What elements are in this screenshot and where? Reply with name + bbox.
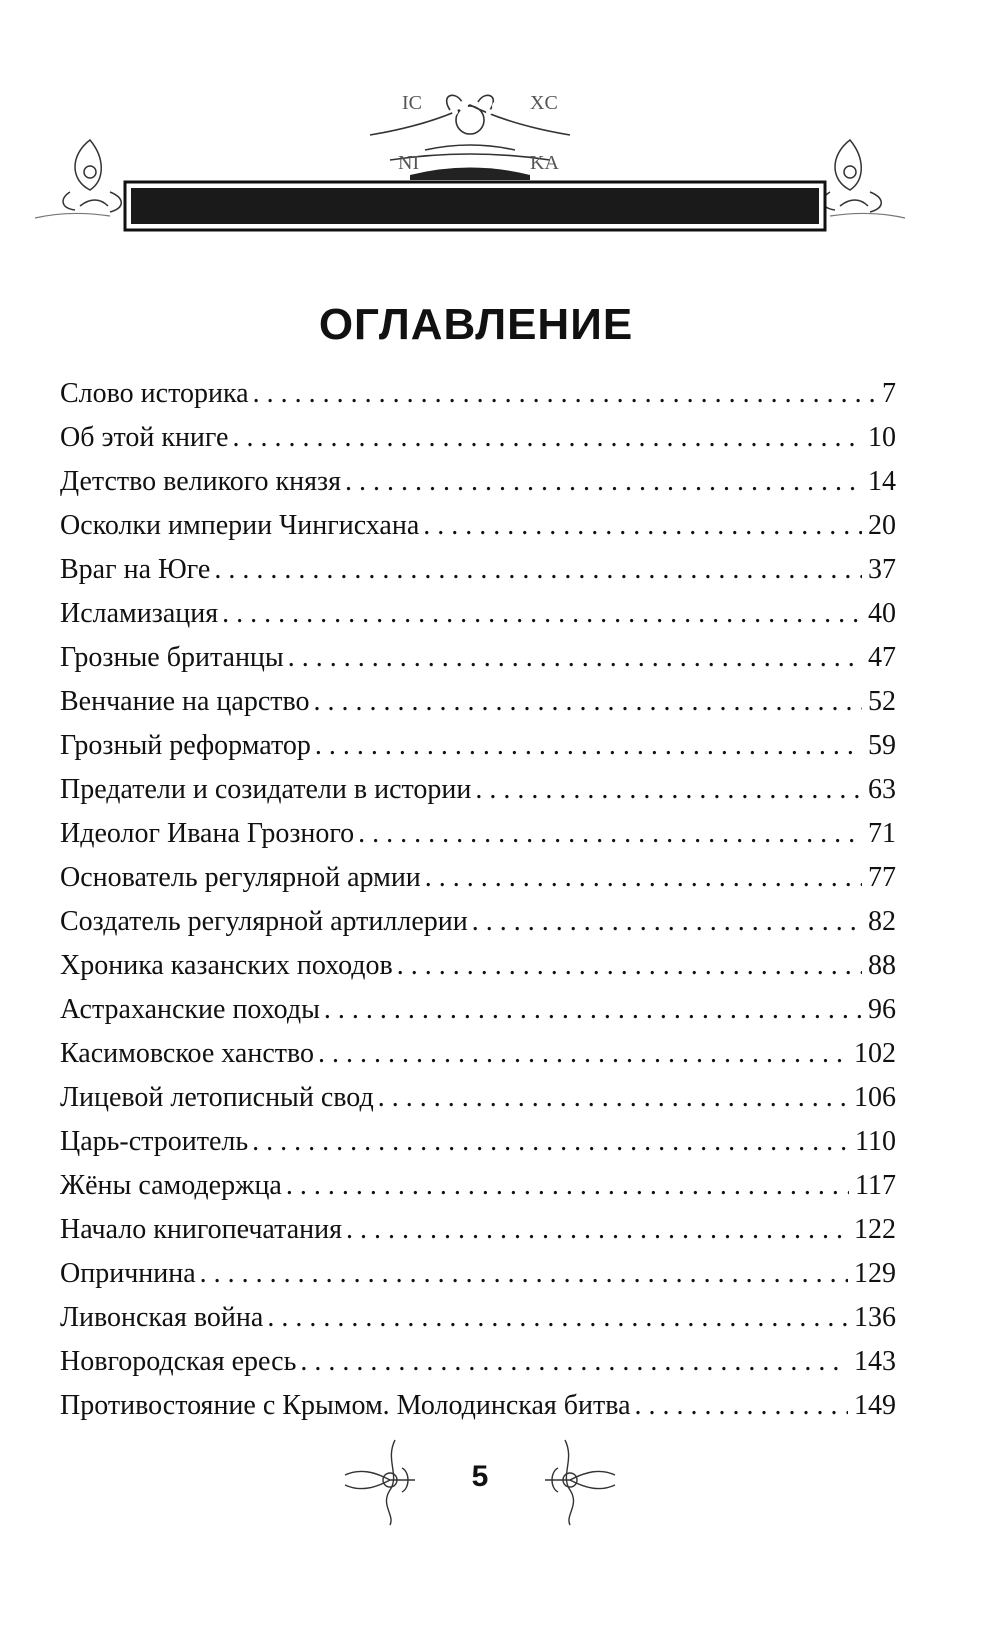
dot-leader — [358, 812, 862, 856]
toc-entry-title: Опричнина — [60, 1258, 196, 1289]
toc-entry — [60, 1384, 896, 1428]
toc-entry-title: Об этой книге — [60, 422, 229, 453]
toc-entry-page: 149 — [854, 1390, 896, 1421]
dot-leader — [286, 1164, 849, 1208]
toc-entry — [60, 636, 896, 680]
toc-entry-page: 47 — [868, 642, 896, 673]
dot-leader — [315, 724, 862, 768]
toc-entry — [60, 856, 896, 900]
toc-entry-page: 10 — [868, 422, 896, 453]
dot-leader — [346, 1208, 848, 1252]
toc-entry — [60, 1120, 896, 1164]
toc-entry-page: 143 — [854, 1346, 896, 1377]
toc-entry-page: 20 — [868, 510, 896, 541]
toc-entry-title: Новгородская ересь — [60, 1346, 297, 1377]
toc-entry-page: 122 — [854, 1214, 896, 1245]
dot-leader — [635, 1384, 848, 1428]
toc-entry-title: Хроника казанских походов — [60, 950, 393, 981]
toc-entry — [60, 724, 896, 768]
toc-entry-title: Касимовское ханство — [60, 1038, 315, 1069]
toc-entry-page: 82 — [868, 906, 896, 937]
toc-entry-title: Создатель регулярной артиллерии — [60, 906, 468, 937]
dot-leader — [300, 1340, 848, 1384]
toc-entry-title: Слово историка — [60, 378, 249, 409]
dot-leader — [253, 372, 876, 416]
toc-entry-page: 77 — [868, 862, 896, 893]
toc-entry-title: Противостояние с Крымом. Молодинская битва — [60, 1390, 631, 1421]
dot-leader — [423, 504, 862, 548]
table-of-contents — [60, 372, 896, 1428]
toc-entry-title: Астраханские походы — [60, 994, 320, 1025]
toc-entry-title: Венчание на царство — [60, 686, 310, 717]
toc-entry — [60, 592, 896, 636]
dot-leader — [200, 1252, 848, 1296]
toc-entry-page: 37 — [868, 554, 896, 585]
dot-leader — [397, 944, 862, 988]
toc-entry-page: 110 — [855, 1126, 896, 1157]
toc-entry — [60, 900, 896, 944]
toc-entry-title: Идеолог Ивана Грозного — [60, 818, 355, 849]
toc-entry-page: 106 — [854, 1082, 896, 1113]
toc-entry-title: Лицевой летописный свод — [60, 1082, 374, 1113]
toc-entry-page: 71 — [868, 818, 896, 849]
toc-entry — [60, 680, 896, 724]
toc-entry — [60, 1164, 896, 1208]
toc-entry — [60, 504, 896, 548]
dot-leader — [288, 636, 862, 680]
toc-entry-page: 102 — [854, 1038, 896, 1069]
toc-entry-title: Царь-строитель — [60, 1126, 249, 1157]
dot-leader — [472, 900, 862, 944]
toc-entry-title: Основатель регулярной армии — [60, 862, 421, 893]
dot-leader — [252, 1120, 849, 1164]
toc-entry-page: 136 — [854, 1302, 896, 1333]
toc-entry-title: Ливонская война — [60, 1302, 264, 1333]
toc-entry-page: 96 — [868, 994, 896, 1025]
toc-entry — [60, 548, 896, 592]
toc-entry — [60, 944, 896, 988]
dot-leader — [318, 1032, 848, 1076]
toc-entry-page: 40 — [868, 598, 896, 629]
dot-leader — [232, 416, 862, 460]
toc-entry — [60, 1032, 896, 1076]
toc-entry-title: Детство великого князя — [60, 466, 341, 497]
ornament-letter: XC — [530, 92, 558, 114]
floral-ornament-icon — [340, 1430, 420, 1530]
toc-entry-title: Предатели и созидатели в истории — [60, 774, 472, 805]
toc-entry-page: 117 — [855, 1170, 896, 1201]
ornamental-header-icon — [30, 80, 910, 250]
page-title: ОГЛАВЛЕНИЕ — [318, 300, 634, 349]
toc-entry-title: Жёны самодержца — [60, 1170, 282, 1201]
toc-entry — [60, 812, 896, 856]
toc-entry-title: Враг на Юге — [60, 554, 211, 585]
toc-entry — [60, 1296, 896, 1340]
toc-entry — [60, 1076, 896, 1120]
toc-entry — [60, 416, 896, 460]
dot-leader — [425, 856, 862, 900]
toc-entry-title: Осколки империи Чингисхана — [60, 510, 420, 541]
toc-entry-page: 129 — [854, 1258, 896, 1289]
toc-entry — [60, 1340, 896, 1384]
dot-leader — [222, 592, 862, 636]
dot-leader — [475, 768, 862, 812]
page-number: 5 — [471, 1460, 489, 1493]
toc-entry-title: Грозный реформатор — [60, 730, 311, 761]
ornament-letter: KA — [530, 152, 559, 174]
toc-entry-title: Исламизация — [60, 598, 219, 629]
toc-entry-title: Грозные британцы — [60, 642, 284, 673]
toc-entry-title: Начало книгопечатания — [60, 1214, 342, 1245]
toc-entry-page: 52 — [868, 686, 896, 717]
dot-leader — [214, 548, 862, 592]
toc-entry — [60, 372, 896, 416]
toc-entry-page: 59 — [868, 730, 896, 761]
toc-entry — [60, 1252, 896, 1296]
dot-leader — [345, 460, 862, 504]
toc-entry — [60, 988, 896, 1032]
dot-leader — [378, 1076, 848, 1120]
toc-entry — [60, 460, 896, 504]
floral-ornament-icon — [540, 1430, 620, 1530]
dot-leader — [324, 988, 862, 1032]
toc-entry-page: 88 — [868, 950, 896, 981]
ornament-letter: NI — [398, 152, 420, 174]
toc-entry-page: 7 — [882, 378, 896, 409]
ornament-letter: IC — [402, 92, 422, 114]
toc-entry — [60, 768, 896, 812]
toc-entry-page: 63 — [868, 774, 896, 805]
dot-leader — [267, 1296, 848, 1340]
toc-entry-page: 14 — [868, 466, 896, 497]
toc-entry — [60, 1208, 896, 1252]
dot-leader — [314, 680, 862, 724]
